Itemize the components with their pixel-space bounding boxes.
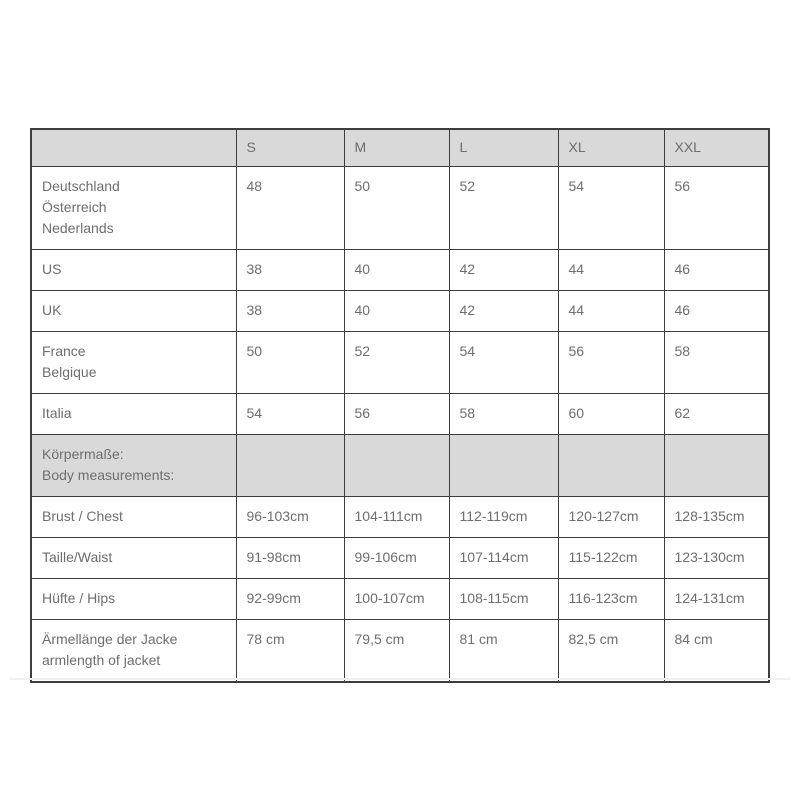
value-cell: 52 [344,332,449,394]
row-label-line: Body measurements: [42,467,175,483]
value-cell: 54 [449,332,558,394]
section-row [31,435,769,497]
corner-cell [31,129,236,167]
size-chart-header [31,129,769,167]
column-header-s: S [236,129,344,167]
value-cell: 46 [664,291,769,332]
value-cell: 100-107cm [344,579,449,620]
table-row [31,291,769,332]
value-cell: 46 [664,250,769,291]
value-cell [664,435,769,497]
table-row [31,579,769,620]
value-cell: 92-99cm [236,579,344,620]
value-cell: 115-122cm [558,538,664,579]
value-cell: 58 [664,332,769,394]
row-label-cell [31,538,236,579]
table-row [31,394,769,435]
value-cell: 112-119cm [449,497,558,538]
value-cell: 96-103cm [236,497,344,538]
value-cell: 54 [236,394,344,435]
row-label-cell [31,250,236,291]
row-label-line: Brust / Chest [42,508,123,524]
value-cell: 40 [344,250,449,291]
row-label-cell [31,497,236,538]
value-cell: 52 [449,167,558,250]
row-label-cell [31,579,236,620]
size-chart [30,128,768,683]
table-row [31,538,769,579]
row-label-cell [31,332,236,394]
row-label-line: Taille/Waist [42,549,113,565]
value-cell: 104-111cm [344,497,449,538]
size-chart-table [30,128,770,683]
value-cell: 124-131cm [664,579,769,620]
row-label-line: Belgique [42,364,97,380]
faint-divider [10,678,790,680]
value-cell: 54 [558,167,664,250]
value-cell: 108-115cm [449,579,558,620]
table-row [31,332,769,394]
row-label-cell [31,291,236,332]
value-cell: 48 [236,167,344,250]
value-cell: 44 [558,291,664,332]
value-cell: 120-127cm [558,497,664,538]
value-cell [558,435,664,497]
value-cell: 42 [449,291,558,332]
value-cell: 79,5 cm [344,620,449,683]
value-cell: 58 [449,394,558,435]
value-cell: 107-114cm [449,538,558,579]
value-cell [344,435,449,497]
row-label-line: UK [42,302,62,318]
table-row [31,620,769,683]
row-label-line: US [42,261,62,277]
row-label-cell [31,435,236,497]
row-label-line: France [42,343,86,359]
value-cell: 91-98cm [236,538,344,579]
value-cell: 82,5 cm [558,620,664,683]
value-cell: 56 [344,394,449,435]
value-cell: 50 [344,167,449,250]
value-cell: 38 [236,291,344,332]
row-label-cell [31,394,236,435]
row-label-line: Ärmellänge der Jacke [42,631,178,647]
row-label-cell [31,620,236,683]
value-cell: 40 [344,291,449,332]
table-row [31,250,769,291]
row-label-line: Österreich [42,199,107,215]
value-cell: 128-135cm [664,497,769,538]
value-cell: 50 [236,332,344,394]
row-label-line: armlength of jacket [42,652,161,668]
value-cell: 84 cm [664,620,769,683]
value-cell: 123-130cm [664,538,769,579]
row-label-line: Nederlands [42,220,114,236]
value-cell: 38 [236,250,344,291]
header-row [31,129,769,167]
column-header-xl: XL [558,129,664,167]
row-label-line: Deutschland [42,178,120,194]
value-cell: 42 [449,250,558,291]
row-label-line: Italia [42,405,72,421]
value-cell: 78 cm [236,620,344,683]
value-cell: 81 cm [449,620,558,683]
value-cell: 44 [558,250,664,291]
value-cell: 62 [664,394,769,435]
value-cell: 56 [558,332,664,394]
size-chart-body [31,167,769,683]
row-label-line: Hüfte / Hips [42,590,116,606]
value-cell [236,435,344,497]
column-header-xxl: XXL [664,129,769,167]
value-cell: 56 [664,167,769,250]
value-cell: 116-123cm [558,579,664,620]
table-row [31,167,769,250]
row-label-cell [31,167,236,250]
value-cell: 99-106cm [344,538,449,579]
column-header-m: M [344,129,449,167]
value-cell [449,435,558,497]
row-label-line: Körpermaße: [42,446,124,462]
column-header-l: L [449,129,558,167]
value-cell: 60 [558,394,664,435]
table-row [31,497,769,538]
